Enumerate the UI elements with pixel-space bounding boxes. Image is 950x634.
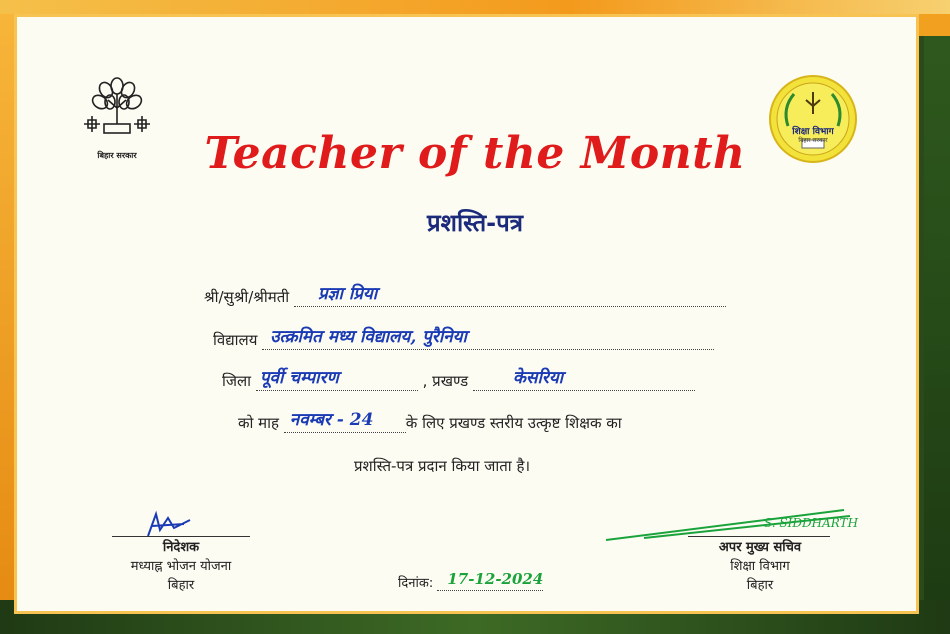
- top-orange-band: [0, 0, 950, 14]
- right-signature-line: [688, 536, 830, 537]
- district-line: [222, 368, 695, 391]
- closing-line: प्रशस्ति-पत्र प्रदान किया जाता है।: [354, 457, 531, 475]
- block-value: केसरिया: [512, 368, 564, 388]
- right-signatory-dept: शिक्षा विभाग: [730, 559, 790, 574]
- district-label: जिला: [222, 372, 252, 390]
- district-field: [256, 368, 418, 391]
- block-label: , प्रखण्ड: [422, 372, 469, 390]
- left-orange-band: [0, 14, 14, 614]
- school-field: [262, 327, 714, 350]
- certificate-subtitle: प्रशस्ति-पत्र: [426, 209, 524, 237]
- right-signatory-title: अपर मुख्य सचिव: [718, 540, 802, 555]
- name-line: [204, 284, 726, 307]
- left-signatory-dept: मध्याह्न भोजन योजना: [130, 559, 232, 574]
- block-field: [473, 368, 695, 391]
- date-value: 17-12-2024: [447, 570, 544, 588]
- seal-text-bottom: बिहार सरकार: [798, 137, 828, 144]
- month-field: [284, 410, 406, 433]
- right-signature-name: S. SIDDHARTH: [764, 516, 859, 530]
- left-signatory: [100, 538, 262, 595]
- month-value: नवम्बर - 24: [289, 410, 374, 430]
- right-signatory-state: बिहार: [746, 578, 774, 593]
- month-suffix: के लिए प्रखण्ड स्तरीय उत्कृष्ट शिक्षक का: [405, 414, 622, 432]
- left-signature-line: [112, 536, 250, 537]
- left-signatory-title: निदेशक: [162, 540, 200, 555]
- right-signatory: [680, 538, 840, 595]
- name-value: प्रज्ञा प्रिया: [317, 284, 378, 304]
- certificate-title: Teacher of the Month: [204, 128, 746, 179]
- month-line: [238, 410, 622, 433]
- left-signatory-state: बिहार: [167, 578, 195, 593]
- right-green-band: [924, 14, 950, 634]
- school-line: [213, 327, 714, 350]
- date-field: [437, 572, 543, 591]
- emblem-label: बिहार सरकार: [97, 151, 137, 160]
- date-line: [398, 572, 543, 591]
- name-label: श्री/सुश्री/श्रीमती: [204, 288, 290, 306]
- name-field: [294, 284, 726, 307]
- seal-text-top: शिक्षा विभाग: [792, 127, 834, 137]
- district-value: पूर्वी चम्पारण: [259, 368, 339, 388]
- month-prefix: को माह: [238, 414, 279, 432]
- school-value: उत्क्रमित मध्य विद्यालय, पुरैनिया: [270, 327, 467, 347]
- school-label: विद्यालय: [213, 331, 258, 349]
- date-label: दिनांक:: [398, 576, 434, 591]
